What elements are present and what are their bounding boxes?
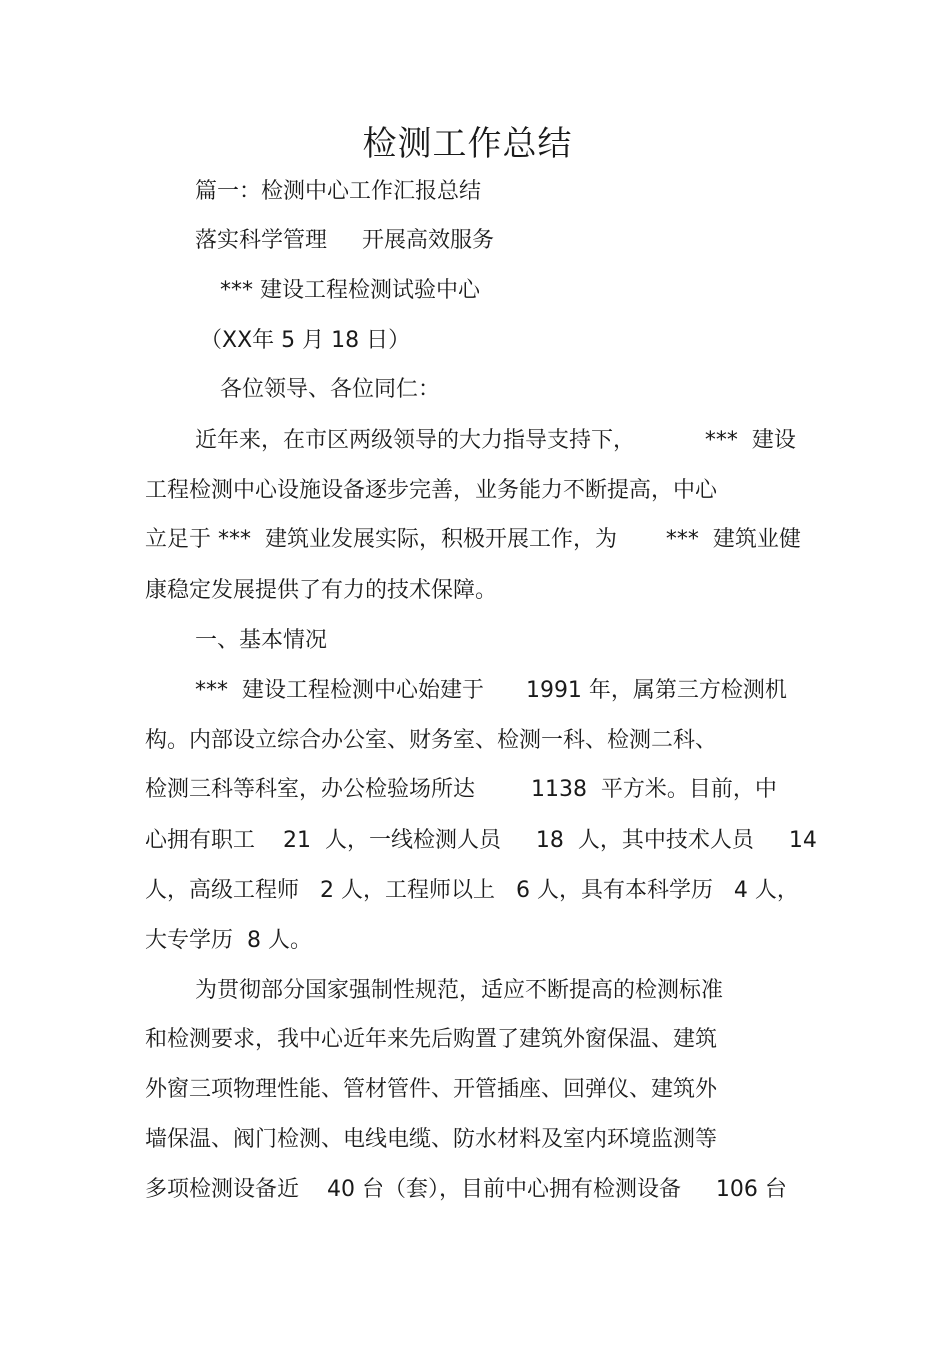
organization-line: *** 建设工程检测试验中心 — [220, 278, 480, 303]
paragraph-line: 构。内部设立综合办公室、财务室、检测一科、检测二科、 — [145, 728, 718, 753]
paragraph-line: 外窗三项物理性能、管材管件、开管插座、回弹仪、建筑外 — [145, 1077, 718, 1102]
paragraph-line: 大专学历 8 人。 — [145, 928, 312, 953]
paragraph-line: 和检测要求，我中心近年来先后购置了建筑外窗保温、建筑 — [145, 1027, 718, 1052]
date-line: （XX年 5 月 18 日） — [200, 328, 411, 353]
paragraph-line: 工程检测中心设施设备逐步完善，业务能力不断提高，中心 — [145, 478, 718, 503]
paragraph-line: 多项检测设备近 40 台（套），目前中心拥有检测设备 106 台 — [145, 1177, 787, 1202]
subtitle-line: 落实科学管理 开展高效服务 — [195, 228, 494, 253]
paragraph-line: 检测三科等科室，办公检验场所达 1138 平方米。目前，中 — [145, 777, 777, 802]
paragraph-line: *** 建设工程检测中心始建于 1991 年，属第三方检测机 — [195, 678, 787, 703]
section-heading: 篇一：检测中心工作汇报总结 — [195, 179, 482, 204]
section-heading: 一、基本情况 — [195, 628, 328, 653]
salutation-line: 各位领导、各位同仁： — [220, 377, 441, 402]
paragraph-line: 心拥有职工 21 人，一线检测人员 18 人，其中技术人员 14 — [145, 828, 817, 853]
paragraph-line: 人，高级工程师 2 人，工程师以上 6 人，具有本科学历 4 人， — [145, 878, 799, 903]
paragraph-line: 墙保温、阀门检测、电线电缆、防水材料及室内环境监测等 — [145, 1127, 718, 1152]
paragraph-line: 立足于 *** 建筑业发展实际，积极开展工作，为 *** 建筑业健 — [145, 527, 801, 552]
paragraph-line: 为贯彻部分国家强制性规范，适应不断提高的检测标准 — [195, 978, 724, 1003]
paragraph-line: 康稳定发展提供了有力的技术保障。 — [145, 578, 498, 603]
document-title: 检测工作总结 — [362, 124, 573, 164]
paragraph-line: 近年来，在市区两级领导的大力指导支持下， *** 建设 — [195, 428, 796, 453]
